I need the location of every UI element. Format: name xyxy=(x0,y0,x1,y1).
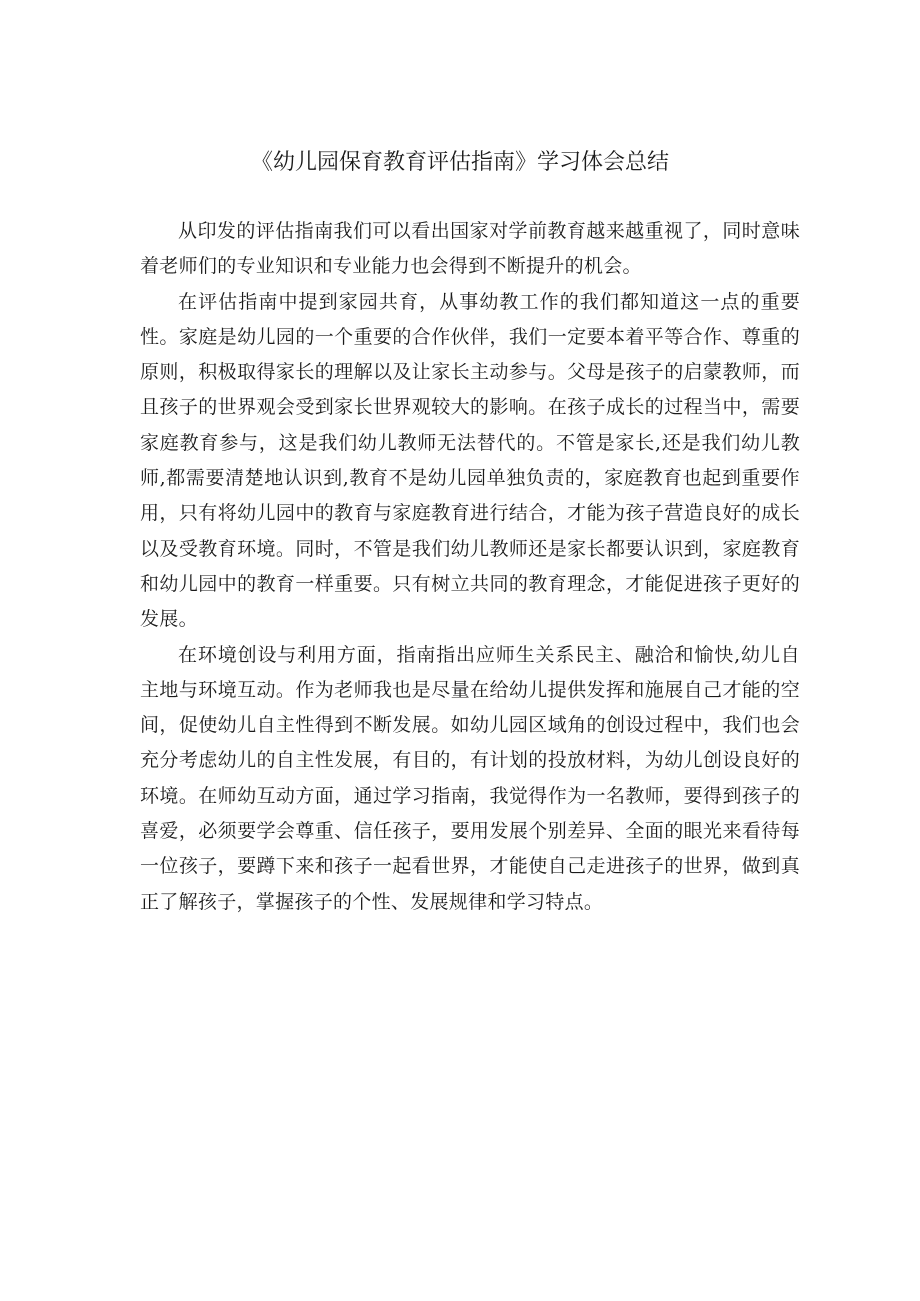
document-body xyxy=(140,214,800,920)
paragraph-1: 从印发的评估指南我们可以看出国家对学前教育越来越重视了，同时意味着老师们的专业知识和专业能力也会得到不断提升的机会。 xyxy=(140,220,800,278)
document-title: 《幼儿园保育教育评估指南》学习体会总结 xyxy=(250,150,669,175)
paragraph-2: 在评估指南中提到家园共育，从事幼教工作的我们都知道这一点的重要性。家庭是幼儿园的一个重要的合作伙伴，我们一定要本着平等合作、尊重的原则，积极取得家长的理解以及让家长主动参与。父母是孩子的启蒙教师，而且孩子的世界观会受到家长世界观较大的影响。在孩子成长的过程当中，需要家庭教育参与，这是我们幼儿教师无法替代的。不管是家长,还是我们幼儿教师,都需要清楚地认识到,教育不是幼儿园单独负责的，家庭教育也起到重要作用，只有将幼儿园中的教育与家庭教育进行结合，才能为孩子营造良好的成长以及受教育环境。同时，不管是我们幼儿教师还是家长都要认识到，家庭教育和幼儿园中的教育一样重要。只有树立共同的教育理念，才能促进孩子更好的发展。 xyxy=(140,290,800,631)
paragraph-3: 在环境创设与利用方面，指南指出应师生关系民主、融洽和愉快,幼儿自主地与环境互动。作为老师我也是尽量在给幼儿提供发挥和施展自己才能的空间，促使幼儿自主性得到不断发展。如幼儿园区域角的创设过程中，我们也会充分考虑幼儿的自主性发展，有目的，有计划的投放材料，为幼儿创设良好的环境。在师幼互动方面，通过学习指南，我觉得作为一名教师，要得到孩子的喜爱，必须要学会尊重、信任孩子，要用发展个别差异、全面的眼光来看待每一位孩子，要蹲下来和孩子一起看世界，才能使自己走进孩子的世界，做到真正了解孩子，掌握孩子的个性、发展规律和学习特点。 xyxy=(140,643,800,913)
